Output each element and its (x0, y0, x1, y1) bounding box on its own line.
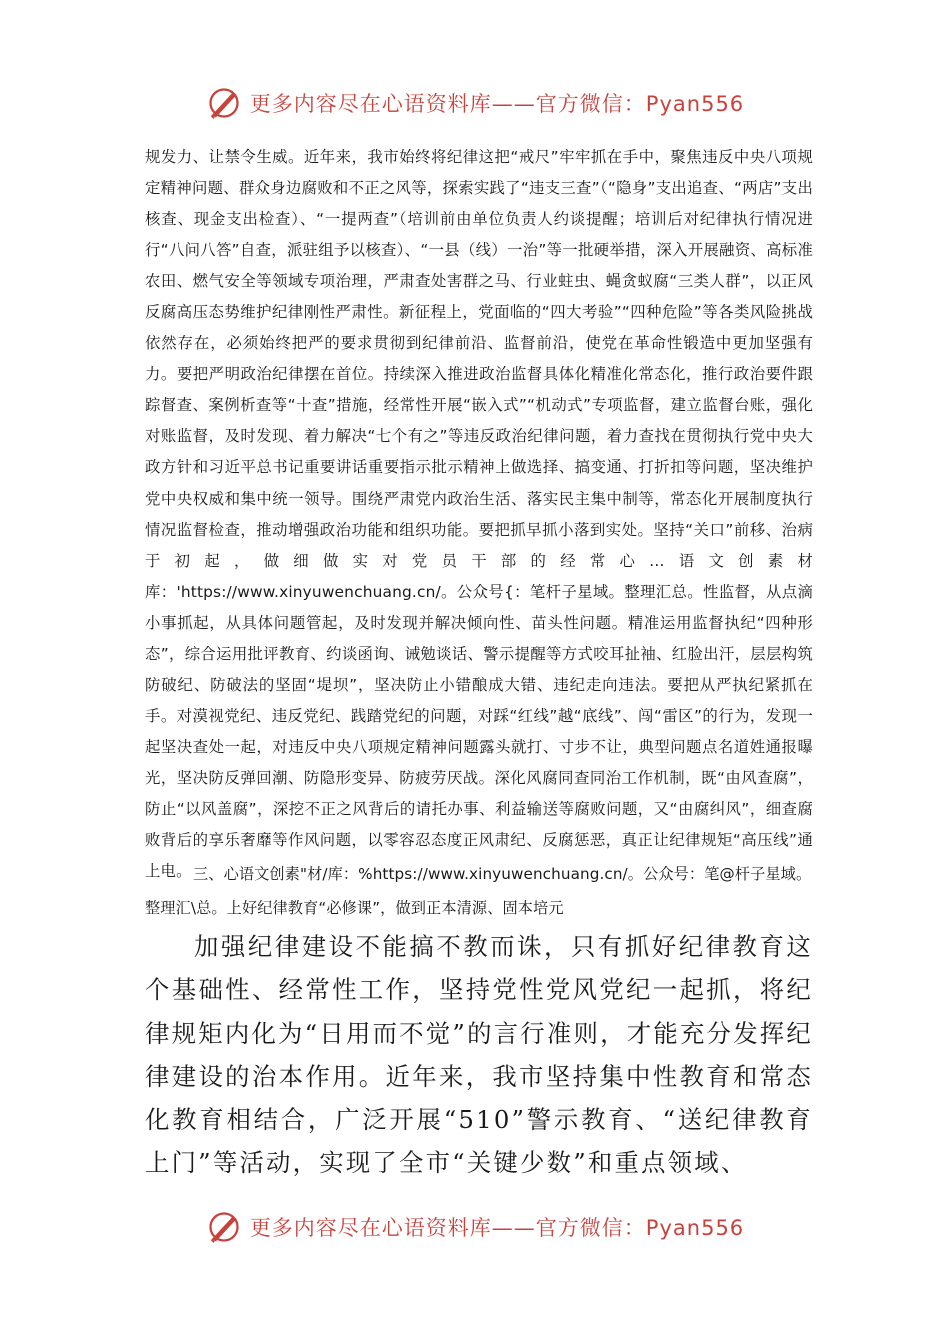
banner-text: 更多内容尽在心语资料库——官方微信：Pyan556 (249, 92, 745, 116)
header-banner (0, 78, 950, 128)
body-paragraph-3: 加强纪律建设不能搞不教而诛，只有抓好纪律教育这个基础性、经常性工作，坚持党性党风党纪一起抓，将纪律规矩内化为“日用而不觉”的言行准则，才能充分发挥纪律建设的治本作用。近年来，我市坚持集中性教育和常态化教育相结合，广泛开展“510”警示教育、“送纪律教育上门”等活动，实现了全市“关键少数”和重点领域、 (145, 932, 813, 1178)
body-paragraph-1: 规发力、让禁令生威。近年来，我市始终将纪律这把“戒尺”牢牢抓在手中，聚焦违反中央八项规定精神问题、群众身边腐败和不正之风等，探索实践了“违支三查”（“隐身”支出追查、“两店”支出核查、现金支出检查）、“一提两查”（培训前由单位负责人约谈提醒；培训后对纪律执行情况进行“八问八答”自查，派驻组予以核查）、“一县（线）一治”等一批硬举措，深入开展融资、高标准农田、燃气安全等领域专项治理，严肃查处害群之马、行业蛀虫、蝇贪蚁腐“三类人群”，以正风反腐高压态势维护纪律刚性严肃性。新征程上，党面临的“四大考验”“四种危险”等各类风险挑战依然存在，必须始终把严的要求贯彻到纪律前沿、监督前沿，使党在革命性锻造中更加坚强有力。要把严明政治纪律摆在首位。持续深入推进政治监督具体化精准化常态化，推行政治要件跟踪督查、案例析查等“十查”措施，经常性开展“嵌入式”“机动式”专项监督，建立监督台账，强化对账监督，及时发现、着力解决“七个有之”等违反政治纪律问题，着力查找在贯彻执行党中央大政方针和习近平总书记重要讲话重要指示批示精神上做选择、搞变通、打折扣等问题，坚决维护党中央权威和集中统一领导。围绕严肃党内政治生活、落实民主集中制等，常态化开展制度执行情况监督检查，推动增强政治功能和组织功能。要把抓早抓小落到实处。坚持“关口”前移、治病于初起，做细做实对党员干部的经常心…语文创素材库：'https://www.xinyuwenchuang.cn/。公众号{：笔杆子星域。整理汇总。性监督，从点滴小事抓起，从具体问题管起，及时发现并解决倾向性、苗头性问题。精准运用监督执纪“四种形态”，综合运用批评教育、约谈函询、诫勉谈话、警示提醒等方式咬耳扯袖、红脸出汗，层层构筑防破纪、防破法的坚固“堤坝”，坚决防止小错酿成大错、违纪走向违法。要把从严执纪紧抓在手。对漠视党纪、违反党纪、践踏党纪的问题，对踩“红线”越“底线”、闯“雷区”的行为，发现一起坚决查处一起，对违反中央八项规定精神问题露头就打、寸步不让，典型问题点名道姓通报曝光，坚决防反弹回潮、防隐形变异、防疲劳厌战。深化风腐同查同治工作机制，既“由风查腐”，防止“以风盖腐”，深挖不正之风背后的请托办事、利益输送等腐败问题，又“由腐纠风”，细查腐败背后的享乐奢靡等作风问题，以零容忍态度正风肃纪、反腐惩恶，真正让纪律规矩“高压线”通上电。 (145, 148, 813, 881)
pen-circle-logo-icon (206, 1209, 242, 1245)
pen-circle-logo-icon (206, 85, 242, 121)
footer-banner (0, 1202, 950, 1252)
section-heading-paragraph: 三、心语文创素"材/库：%https://www.xinyuwenchuang.cn/。公众号：笔@杆子星域。整理汇\总。上好纪律教育“必修课”，做到正本清源、固本培元 (145, 865, 812, 917)
banner-text: 更多内容尽在心语资料库——官方微信：Pyan556 (249, 1216, 745, 1240)
